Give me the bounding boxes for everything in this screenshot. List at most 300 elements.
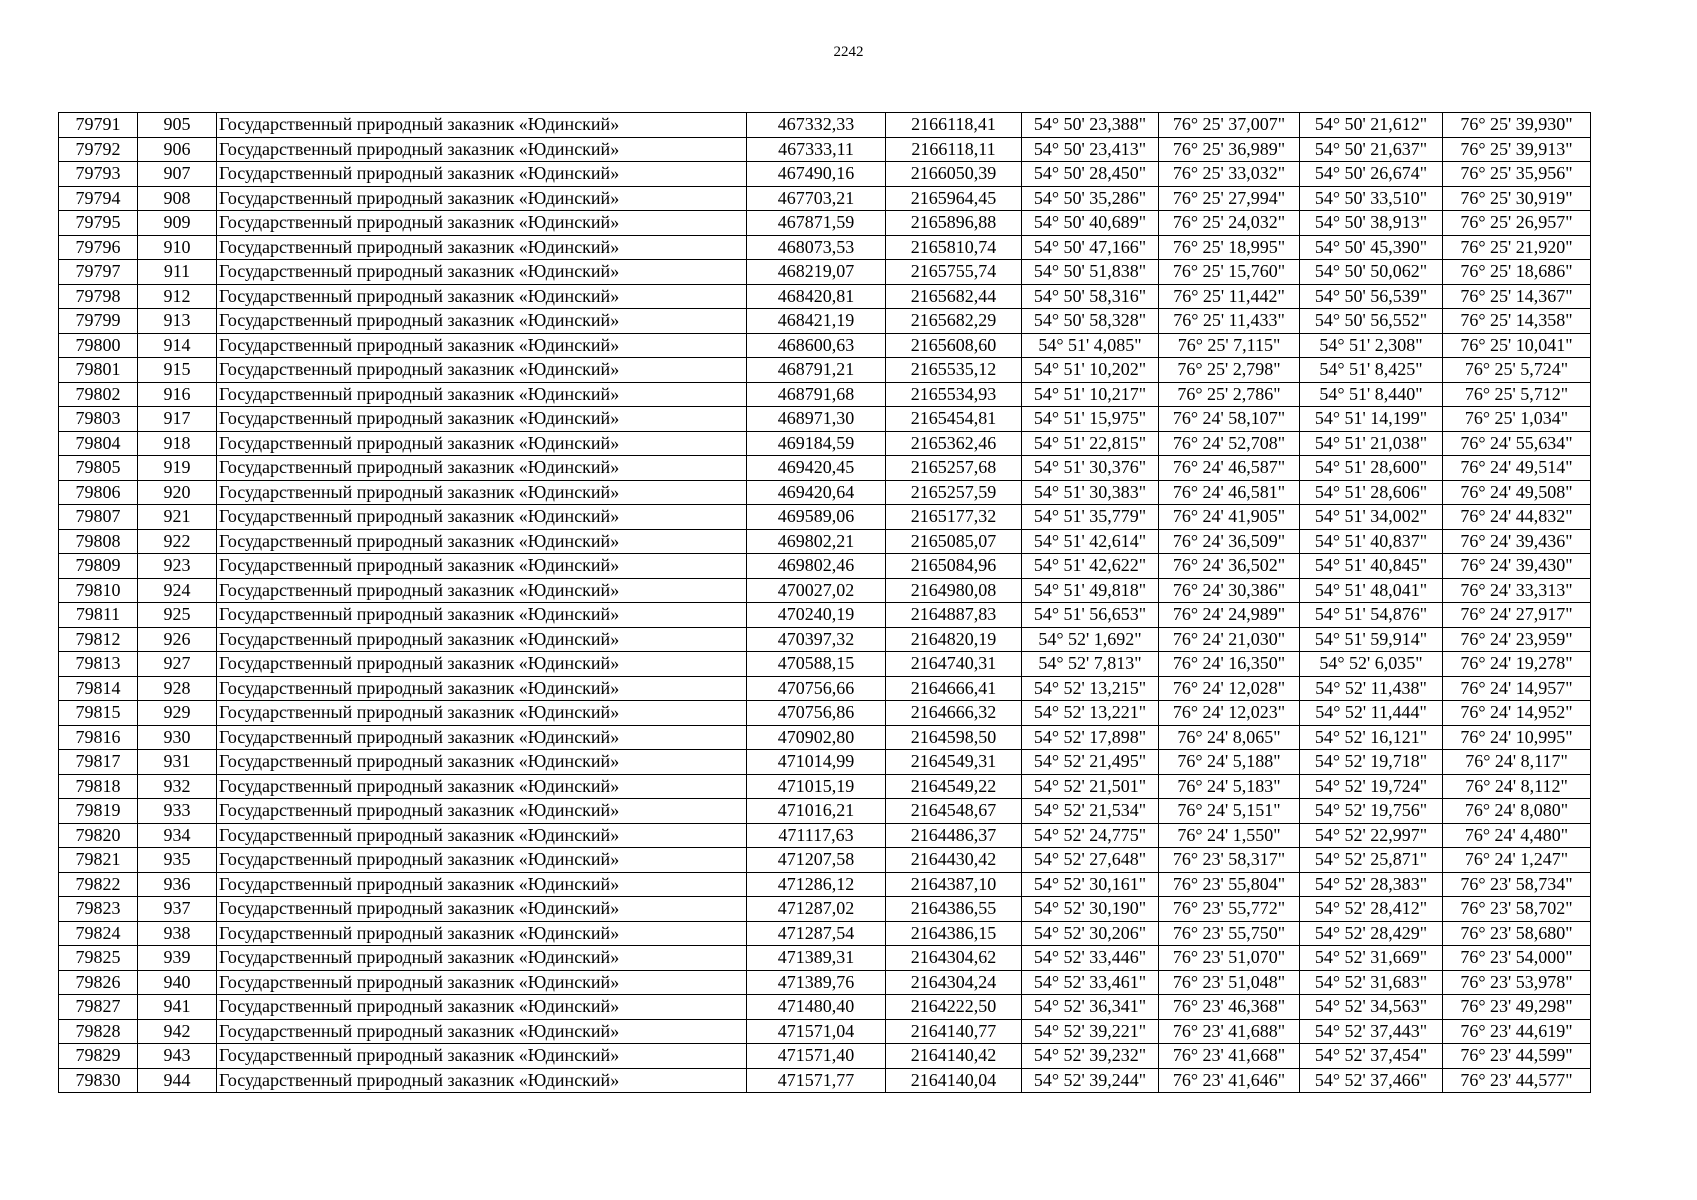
x-coordinate-cell: 470397,32 <box>747 627 886 652</box>
record-id-cell: 79802 <box>59 382 138 407</box>
longitude-1-cell: 76° 24' 5,183" <box>1159 774 1300 799</box>
latitude-2-cell: 54° 51' 21,038" <box>1300 431 1443 456</box>
longitude-2-cell: 76° 25' 10,041" <box>1443 333 1591 358</box>
longitude-1-cell: 76° 23' 41,668" <box>1159 1044 1300 1069</box>
latitude-1-cell: 54° 52' 30,206" <box>1022 921 1159 946</box>
longitude-1-cell: 76° 25' 27,994" <box>1159 186 1300 211</box>
latitude-1-cell: 54° 52' 33,461" <box>1022 970 1159 995</box>
latitude-2-cell: 54° 51' 28,606" <box>1300 480 1443 505</box>
table-row <box>59 946 1591 971</box>
longitude-2-cell: 76° 24' 39,436" <box>1443 529 1591 554</box>
latitude-1-cell: 54° 52' 30,190" <box>1022 897 1159 922</box>
table-row <box>59 480 1591 505</box>
record-id-cell: 79796 <box>59 235 138 260</box>
table-row <box>59 897 1591 922</box>
table-row <box>59 774 1591 799</box>
area-name-cell: Государственный природный заказник «Юдинский» <box>217 1019 747 1044</box>
y-coordinate-cell: 2165084,96 <box>886 554 1022 579</box>
table-row <box>59 848 1591 873</box>
latitude-1-cell: 54° 50' 23,413" <box>1022 137 1159 162</box>
point-number-cell: 931 <box>138 750 217 775</box>
latitude-1-cell: 54° 52' 13,215" <box>1022 676 1159 701</box>
x-coordinate-cell: 467703,21 <box>747 186 886 211</box>
latitude-2-cell: 54° 50' 50,062" <box>1300 260 1443 285</box>
point-number-cell: 918 <box>138 431 217 456</box>
page-number: 2242 <box>833 44 864 60</box>
latitude-1-cell: 54° 50' 58,328" <box>1022 309 1159 334</box>
area-name-cell: Государственный природный заказник «Юдинский» <box>217 774 747 799</box>
longitude-1-cell: 76° 24' 58,107" <box>1159 407 1300 432</box>
record-id-cell: 79828 <box>59 1019 138 1044</box>
table-row <box>59 235 1591 260</box>
area-name-cell: Государственный природный заказник «Юдинский» <box>217 113 747 138</box>
table-body <box>59 113 1591 1093</box>
table-row <box>59 1044 1591 1069</box>
table-row <box>59 823 1591 848</box>
y-coordinate-cell: 2164820,19 <box>886 627 1022 652</box>
longitude-1-cell: 76° 24' 1,550" <box>1159 823 1300 848</box>
longitude-2-cell: 76° 24' 49,508" <box>1443 480 1591 505</box>
latitude-1-cell: 54° 52' 24,775" <box>1022 823 1159 848</box>
latitude-2-cell: 54° 52' 31,683" <box>1300 970 1443 995</box>
table-row <box>59 725 1591 750</box>
longitude-1-cell: 76° 23' 51,048" <box>1159 970 1300 995</box>
latitude-1-cell: 54° 51' 56,653" <box>1022 603 1159 628</box>
latitude-2-cell: 54° 51' 40,837" <box>1300 529 1443 554</box>
y-coordinate-cell: 2166118,41 <box>886 113 1022 138</box>
point-number-cell: 935 <box>138 848 217 873</box>
point-number-cell: 940 <box>138 970 217 995</box>
point-number-cell: 942 <box>138 1019 217 1044</box>
latitude-1-cell: 54° 52' 13,221" <box>1022 701 1159 726</box>
area-name-cell: Государственный природный заказник «Юдинский» <box>217 505 747 530</box>
coordinates-table <box>58 112 1591 1093</box>
table-row <box>59 309 1591 334</box>
y-coordinate-cell: 2164980,08 <box>886 578 1022 603</box>
latitude-2-cell: 54° 50' 56,552" <box>1300 309 1443 334</box>
latitude-1-cell: 54° 51' 42,622" <box>1022 554 1159 579</box>
record-id-cell: 79820 <box>59 823 138 848</box>
x-coordinate-cell: 471571,04 <box>747 1019 886 1044</box>
latitude-2-cell: 54° 51' 40,845" <box>1300 554 1443 579</box>
longitude-2-cell: 76° 24' 39,430" <box>1443 554 1591 579</box>
record-id-cell: 79827 <box>59 995 138 1020</box>
area-name-cell: Государственный природный заказник «Юдинский» <box>217 407 747 432</box>
latitude-1-cell: 54° 52' 39,244" <box>1022 1068 1159 1093</box>
area-name-cell: Государственный природный заказник «Юдинский» <box>217 946 747 971</box>
area-name-cell: Государственный природный заказник «Юдинский» <box>217 750 747 775</box>
longitude-1-cell: 76° 24' 30,386" <box>1159 578 1300 603</box>
longitude-1-cell: 76° 25' 2,798" <box>1159 358 1300 383</box>
latitude-1-cell: 54° 50' 23,388" <box>1022 113 1159 138</box>
table-row <box>59 505 1591 530</box>
longitude-2-cell: 76° 25' 14,367" <box>1443 284 1591 309</box>
area-name-cell: Государственный природный заказник «Юдинский» <box>217 970 747 995</box>
latitude-2-cell: 54° 50' 56,539" <box>1300 284 1443 309</box>
point-number-cell: 916 <box>138 382 217 407</box>
longitude-2-cell: 76° 25' 35,956" <box>1443 162 1591 187</box>
x-coordinate-cell: 468971,30 <box>747 407 886 432</box>
point-number-cell: 912 <box>138 284 217 309</box>
longitude-2-cell: 76° 25' 1,034" <box>1443 407 1591 432</box>
latitude-1-cell: 54° 51' 15,975" <box>1022 407 1159 432</box>
y-coordinate-cell: 2165964,45 <box>886 186 1022 211</box>
longitude-2-cell: 76° 25' 26,957" <box>1443 211 1591 236</box>
latitude-2-cell: 54° 50' 38,913" <box>1300 211 1443 236</box>
x-coordinate-cell: 469184,59 <box>747 431 886 456</box>
x-coordinate-cell: 471389,76 <box>747 970 886 995</box>
latitude-2-cell: 54° 52' 31,669" <box>1300 946 1443 971</box>
latitude-1-cell: 54° 52' 36,341" <box>1022 995 1159 1020</box>
latitude-1-cell: 54° 52' 1,692" <box>1022 627 1159 652</box>
table-row <box>59 970 1591 995</box>
latitude-1-cell: 54° 50' 35,286" <box>1022 186 1159 211</box>
record-id-cell: 79809 <box>59 554 138 579</box>
x-coordinate-cell: 468791,68 <box>747 382 886 407</box>
latitude-1-cell: 54° 51' 49,818" <box>1022 578 1159 603</box>
record-id-cell: 79818 <box>59 774 138 799</box>
point-number-cell: 913 <box>138 309 217 334</box>
latitude-2-cell: 54° 52' 25,871" <box>1300 848 1443 873</box>
latitude-2-cell: 54° 52' 22,997" <box>1300 823 1443 848</box>
latitude-2-cell: 54° 51' 8,440" <box>1300 382 1443 407</box>
record-id-cell: 79826 <box>59 970 138 995</box>
record-id-cell: 79804 <box>59 431 138 456</box>
record-id-cell: 79813 <box>59 652 138 677</box>
x-coordinate-cell: 471117,63 <box>747 823 886 848</box>
longitude-2-cell: 76° 23' 44,577" <box>1443 1068 1591 1093</box>
table-row <box>59 186 1591 211</box>
longitude-2-cell: 76° 24' 10,995" <box>1443 725 1591 750</box>
latitude-1-cell: 54° 51' 30,376" <box>1022 456 1159 481</box>
point-number-cell: 930 <box>138 725 217 750</box>
y-coordinate-cell: 2164387,10 <box>886 872 1022 897</box>
longitude-2-cell: 76° 23' 49,298" <box>1443 995 1591 1020</box>
latitude-1-cell: 54° 52' 39,232" <box>1022 1044 1159 1069</box>
latitude-1-cell: 54° 51' 22,815" <box>1022 431 1159 456</box>
point-number-cell: 915 <box>138 358 217 383</box>
latitude-1-cell: 54° 51' 4,085" <box>1022 333 1159 358</box>
record-id-cell: 79805 <box>59 456 138 481</box>
longitude-1-cell: 76° 23' 41,688" <box>1159 1019 1300 1044</box>
point-number-cell: 911 <box>138 260 217 285</box>
y-coordinate-cell: 2164304,24 <box>886 970 1022 995</box>
y-coordinate-cell: 2165810,74 <box>886 235 1022 260</box>
area-name-cell: Государственный природный заказник «Юдинский» <box>217 382 747 407</box>
record-id-cell: 79795 <box>59 211 138 236</box>
table-row <box>59 872 1591 897</box>
y-coordinate-cell: 2164486,37 <box>886 823 1022 848</box>
y-coordinate-cell: 2165257,59 <box>886 480 1022 505</box>
y-coordinate-cell: 2164386,55 <box>886 897 1022 922</box>
table-row <box>59 113 1591 138</box>
area-name-cell: Государственный природный заказник «Юдинский» <box>217 235 747 260</box>
area-name-cell: Государственный природный заказник «Юдинский» <box>217 1068 747 1093</box>
x-coordinate-cell: 471286,12 <box>747 872 886 897</box>
table-row <box>59 284 1591 309</box>
longitude-2-cell: 76° 25' 14,358" <box>1443 309 1591 334</box>
y-coordinate-cell: 2164666,32 <box>886 701 1022 726</box>
point-number-cell: 906 <box>138 137 217 162</box>
longitude-1-cell: 76° 24' 16,350" <box>1159 652 1300 677</box>
record-id-cell: 79811 <box>59 603 138 628</box>
latitude-2-cell: 54° 51' 34,002" <box>1300 505 1443 530</box>
area-name-cell: Государственный природный заказник «Юдинский» <box>217 529 747 554</box>
latitude-1-cell: 54° 52' 30,161" <box>1022 872 1159 897</box>
longitude-1-cell: 76° 24' 36,502" <box>1159 554 1300 579</box>
x-coordinate-cell: 471389,31 <box>747 946 886 971</box>
x-coordinate-cell: 468791,21 <box>747 358 886 383</box>
record-id-cell: 79793 <box>59 162 138 187</box>
longitude-1-cell: 76° 24' 24,989" <box>1159 603 1300 628</box>
record-id-cell: 79810 <box>59 578 138 603</box>
table-row <box>59 1068 1591 1093</box>
record-id-cell: 79799 <box>59 309 138 334</box>
area-name-cell: Государственный природный заказник «Юдинский» <box>217 676 747 701</box>
longitude-1-cell: 76° 24' 36,509" <box>1159 529 1300 554</box>
table-row <box>59 676 1591 701</box>
longitude-1-cell: 76° 23' 55,804" <box>1159 872 1300 897</box>
latitude-2-cell: 54° 50' 21,637" <box>1300 137 1443 162</box>
record-id-cell: 79798 <box>59 284 138 309</box>
y-coordinate-cell: 2165534,93 <box>886 382 1022 407</box>
x-coordinate-cell: 471014,99 <box>747 750 886 775</box>
point-number-cell: 937 <box>138 897 217 922</box>
longitude-1-cell: 76° 23' 41,646" <box>1159 1068 1300 1093</box>
record-id-cell: 79792 <box>59 137 138 162</box>
point-number-cell: 925 <box>138 603 217 628</box>
latitude-2-cell: 54° 52' 16,121" <box>1300 725 1443 750</box>
latitude-1-cell: 54° 51' 35,779" <box>1022 505 1159 530</box>
longitude-1-cell: 76° 23' 55,750" <box>1159 921 1300 946</box>
latitude-1-cell: 54° 52' 21,534" <box>1022 799 1159 824</box>
table-row <box>59 701 1591 726</box>
y-coordinate-cell: 2164304,62 <box>886 946 1022 971</box>
longitude-2-cell: 76° 23' 53,978" <box>1443 970 1591 995</box>
point-number-cell: 914 <box>138 333 217 358</box>
latitude-2-cell: 54° 51' 14,199" <box>1300 407 1443 432</box>
longitude-1-cell: 76° 23' 55,772" <box>1159 897 1300 922</box>
table-row <box>59 382 1591 407</box>
table-row <box>59 431 1591 456</box>
longitude-1-cell: 76° 24' 8,065" <box>1159 725 1300 750</box>
latitude-1-cell: 54° 51' 30,383" <box>1022 480 1159 505</box>
point-number-cell: 905 <box>138 113 217 138</box>
record-id-cell: 79803 <box>59 407 138 432</box>
longitude-1-cell: 76° 24' 41,905" <box>1159 505 1300 530</box>
latitude-2-cell: 54° 52' 11,438" <box>1300 676 1443 701</box>
longitude-2-cell: 76° 24' 1,247" <box>1443 848 1591 873</box>
area-name-cell: Государственный природный заказник «Юдинский» <box>217 872 747 897</box>
longitude-1-cell: 76° 23' 58,317" <box>1159 848 1300 873</box>
area-name-cell: Государственный природный заказник «Юдинский» <box>217 260 747 285</box>
point-number-cell: 924 <box>138 578 217 603</box>
table-row <box>59 603 1591 628</box>
point-number-cell: 939 <box>138 946 217 971</box>
record-id-cell: 79801 <box>59 358 138 383</box>
x-coordinate-cell: 471571,40 <box>747 1044 886 1069</box>
record-id-cell: 79807 <box>59 505 138 530</box>
longitude-1-cell: 76° 24' 12,028" <box>1159 676 1300 701</box>
y-coordinate-cell: 2164666,41 <box>886 676 1022 701</box>
x-coordinate-cell: 470756,86 <box>747 701 886 726</box>
record-id-cell: 79812 <box>59 627 138 652</box>
latitude-2-cell: 54° 52' 6,035" <box>1300 652 1443 677</box>
x-coordinate-cell: 469420,45 <box>747 456 886 481</box>
latitude-2-cell: 54° 51' 8,425" <box>1300 358 1443 383</box>
y-coordinate-cell: 2164222,50 <box>886 995 1022 1020</box>
area-name-cell: Государственный природный заказник «Юдинский» <box>217 603 747 628</box>
longitude-2-cell: 76° 23' 44,619" <box>1443 1019 1591 1044</box>
table-row <box>59 211 1591 236</box>
table-row <box>59 578 1591 603</box>
point-number-cell: 927 <box>138 652 217 677</box>
longitude-2-cell: 76° 24' 4,480" <box>1443 823 1591 848</box>
table-row <box>59 333 1591 358</box>
longitude-1-cell: 76° 24' 46,581" <box>1159 480 1300 505</box>
longitude-1-cell: 76° 25' 11,433" <box>1159 309 1300 334</box>
area-name-cell: Государственный природный заказник «Юдинский» <box>217 701 747 726</box>
area-name-cell: Государственный природный заказник «Юдинский» <box>217 309 747 334</box>
latitude-2-cell: 54° 50' 33,510" <box>1300 186 1443 211</box>
table-row <box>59 627 1591 652</box>
longitude-2-cell: 76° 23' 44,599" <box>1443 1044 1591 1069</box>
y-coordinate-cell: 2165608,60 <box>886 333 1022 358</box>
record-id-cell: 79815 <box>59 701 138 726</box>
x-coordinate-cell: 469802,21 <box>747 529 886 554</box>
record-id-cell: 79830 <box>59 1068 138 1093</box>
area-name-cell: Государственный природный заказник «Юдинский» <box>217 799 747 824</box>
table-row <box>59 1019 1591 1044</box>
record-id-cell: 79829 <box>59 1044 138 1069</box>
point-number-cell: 938 <box>138 921 217 946</box>
latitude-2-cell: 54° 52' 28,429" <box>1300 921 1443 946</box>
longitude-2-cell: 76° 24' 8,080" <box>1443 799 1591 824</box>
latitude-2-cell: 54° 50' 21,612" <box>1300 113 1443 138</box>
longitude-2-cell: 76° 25' 21,920" <box>1443 235 1591 260</box>
table-row <box>59 554 1591 579</box>
latitude-2-cell: 54° 51' 28,600" <box>1300 456 1443 481</box>
point-number-cell: 907 <box>138 162 217 187</box>
longitude-1-cell: 76° 23' 46,368" <box>1159 995 1300 1020</box>
area-name-cell: Государственный природный заказник «Юдинский» <box>217 284 747 309</box>
record-id-cell: 79825 <box>59 946 138 971</box>
y-coordinate-cell: 2164887,83 <box>886 603 1022 628</box>
longitude-1-cell: 76° 24' 52,708" <box>1159 431 1300 456</box>
x-coordinate-cell: 470240,19 <box>747 603 886 628</box>
x-coordinate-cell: 470902,80 <box>747 725 886 750</box>
x-coordinate-cell: 468219,07 <box>747 260 886 285</box>
latitude-2-cell: 54° 51' 59,914" <box>1300 627 1443 652</box>
area-name-cell: Государственный природный заказник «Юдинский» <box>217 456 747 481</box>
longitude-1-cell: 76° 25' 15,760" <box>1159 260 1300 285</box>
longitude-1-cell: 76° 25' 7,115" <box>1159 333 1300 358</box>
y-coordinate-cell: 2164549,31 <box>886 750 1022 775</box>
latitude-2-cell: 54° 51' 2,308" <box>1300 333 1443 358</box>
table-row <box>59 921 1591 946</box>
y-coordinate-cell: 2166118,11 <box>886 137 1022 162</box>
latitude-1-cell: 54° 50' 51,838" <box>1022 260 1159 285</box>
y-coordinate-cell: 2165257,68 <box>886 456 1022 481</box>
area-name-cell: Государственный природный заказник «Юдинский» <box>217 578 747 603</box>
table-row <box>59 456 1591 481</box>
table-row <box>59 799 1591 824</box>
latitude-1-cell: 54° 52' 17,898" <box>1022 725 1159 750</box>
y-coordinate-cell: 2164140,04 <box>886 1068 1022 1093</box>
y-coordinate-cell: 2164549,22 <box>886 774 1022 799</box>
longitude-2-cell: 76° 23' 58,734" <box>1443 872 1591 897</box>
area-name-cell: Государственный природный заказник «Юдинский» <box>217 137 747 162</box>
area-name-cell: Государственный природный заказник «Юдинский» <box>217 995 747 1020</box>
point-number-cell: 928 <box>138 676 217 701</box>
latitude-2-cell: 54° 52' 28,412" <box>1300 897 1443 922</box>
latitude-2-cell: 54° 52' 19,718" <box>1300 750 1443 775</box>
latitude-1-cell: 54° 50' 47,166" <box>1022 235 1159 260</box>
latitude-2-cell: 54° 52' 28,383" <box>1300 872 1443 897</box>
x-coordinate-cell: 467332,33 <box>747 113 886 138</box>
y-coordinate-cell: 2165896,88 <box>886 211 1022 236</box>
latitude-1-cell: 54° 51' 10,217" <box>1022 382 1159 407</box>
point-number-cell: 908 <box>138 186 217 211</box>
y-coordinate-cell: 2165755,74 <box>886 260 1022 285</box>
longitude-1-cell: 76° 24' 12,023" <box>1159 701 1300 726</box>
area-name-cell: Государственный природный заказник «Юдинский» <box>217 725 747 750</box>
latitude-1-cell: 54° 52' 21,495" <box>1022 750 1159 775</box>
point-number-cell: 941 <box>138 995 217 1020</box>
longitude-2-cell: 76° 25' 30,919" <box>1443 186 1591 211</box>
point-number-cell: 917 <box>138 407 217 432</box>
point-number-cell: 909 <box>138 211 217 236</box>
point-number-cell: 936 <box>138 872 217 897</box>
longitude-1-cell: 76° 24' 21,030" <box>1159 627 1300 652</box>
longitude-2-cell: 76° 24' 44,832" <box>1443 505 1591 530</box>
area-name-cell: Государственный природный заказник «Юдинский» <box>217 848 747 873</box>
latitude-1-cell: 54° 52' 33,446" <box>1022 946 1159 971</box>
point-number-cell: 932 <box>138 774 217 799</box>
latitude-2-cell: 54° 52' 19,724" <box>1300 774 1443 799</box>
latitude-2-cell: 54° 52' 34,563" <box>1300 995 1443 1020</box>
point-number-cell: 929 <box>138 701 217 726</box>
longitude-2-cell: 76° 24' 49,514" <box>1443 456 1591 481</box>
longitude-2-cell: 76° 24' 55,634" <box>1443 431 1591 456</box>
table-row <box>59 162 1591 187</box>
table-row <box>59 529 1591 554</box>
x-coordinate-cell: 471287,54 <box>747 921 886 946</box>
latitude-2-cell: 54° 52' 37,443" <box>1300 1019 1443 1044</box>
area-name-cell: Государственный природный заказник «Юдинский» <box>217 554 747 579</box>
longitude-1-cell: 76° 24' 5,151" <box>1159 799 1300 824</box>
longitude-2-cell: 76° 24' 33,313" <box>1443 578 1591 603</box>
point-number-cell: 943 <box>138 1044 217 1069</box>
latitude-2-cell: 54° 52' 19,756" <box>1300 799 1443 824</box>
record-id-cell: 79821 <box>59 848 138 873</box>
area-name-cell: Государственный природный заказник «Юдинский» <box>217 211 747 236</box>
latitude-2-cell: 54° 52' 11,444" <box>1300 701 1443 726</box>
y-coordinate-cell: 2165682,44 <box>886 284 1022 309</box>
x-coordinate-cell: 468073,53 <box>747 235 886 260</box>
area-name-cell: Государственный природный заказник «Юдинский» <box>217 921 747 946</box>
area-name-cell: Государственный природный заказник «Юдинский» <box>217 333 747 358</box>
longitude-2-cell: 76° 24' 14,957" <box>1443 676 1591 701</box>
latitude-1-cell: 54° 52' 7,813" <box>1022 652 1159 677</box>
x-coordinate-cell: 471015,19 <box>747 774 886 799</box>
area-name-cell: Государственный природный заказник «Юдинский» <box>217 823 747 848</box>
latitude-1-cell: 54° 52' 27,648" <box>1022 848 1159 873</box>
record-id-cell: 79817 <box>59 750 138 775</box>
record-id-cell: 79797 <box>59 260 138 285</box>
y-coordinate-cell: 2165454,81 <box>886 407 1022 432</box>
x-coordinate-cell: 470588,15 <box>747 652 886 677</box>
